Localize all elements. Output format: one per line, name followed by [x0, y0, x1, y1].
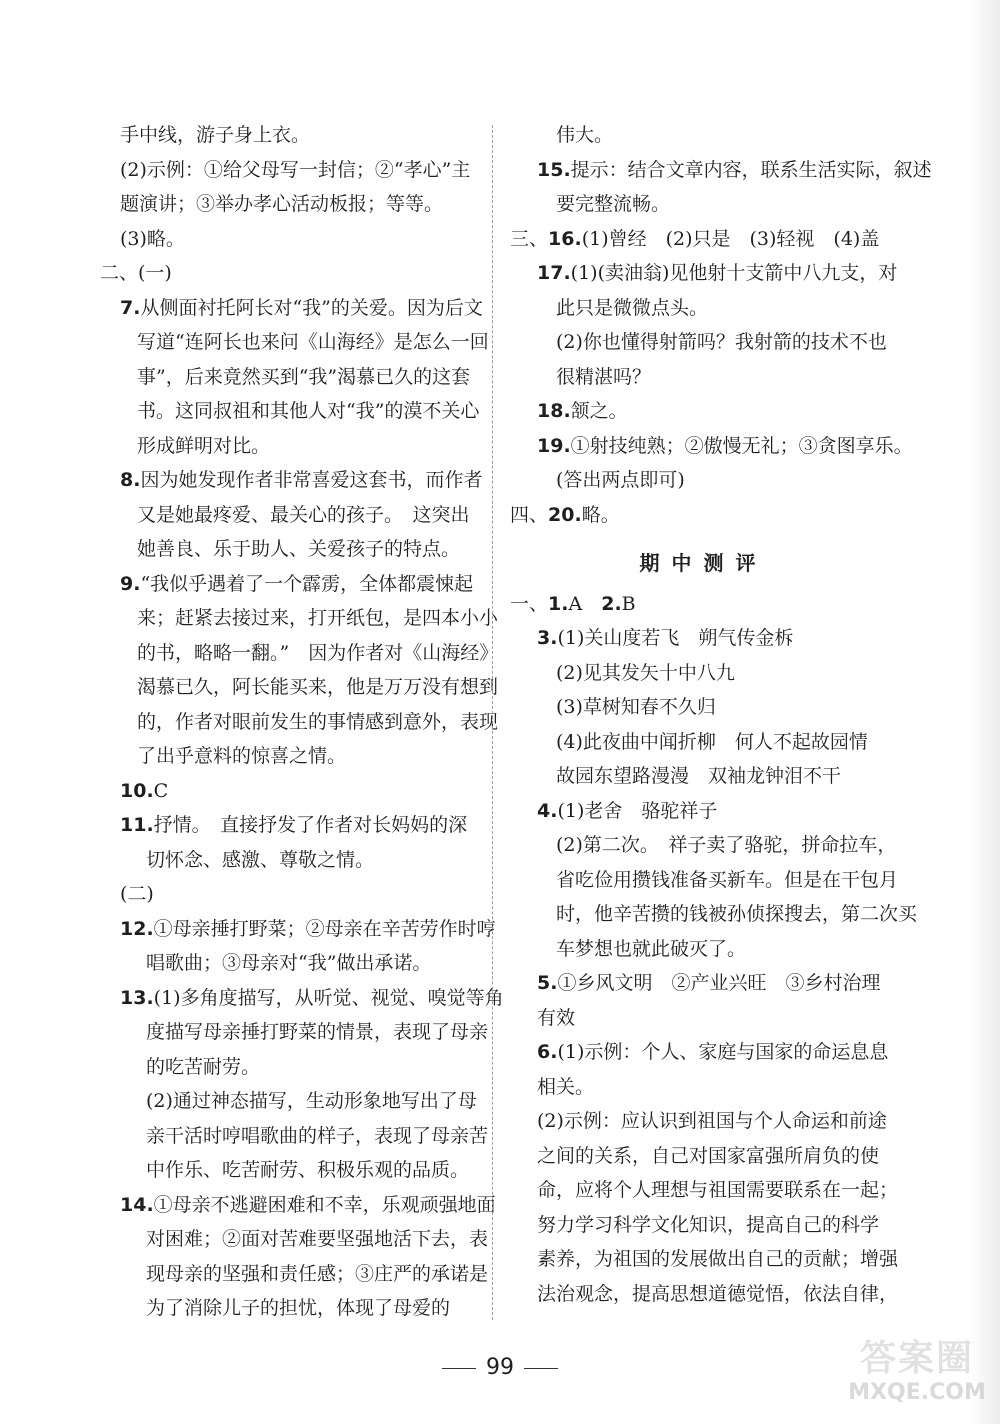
answer-line: 为了消除儿子的担忧，体现了母爱的 — [146, 1297, 451, 1319]
question-number: 4. — [537, 799, 558, 822]
question-number: 6. — [537, 1041, 558, 1063]
answer-line: 17.(1)(卖油翁)见他射十支箭中八九支，对 — [537, 262, 898, 284]
answer-line: 对困难；②面对苦难要坚强地活下去，表 — [146, 1228, 489, 1250]
answer-line: 7.从侧面衬托阿长对“我”的关爱。因为后文 — [120, 296, 483, 319]
answer-line: (2)示例：①给父母写一封信；②“孝心”主 — [120, 158, 471, 181]
answer-line: 6.(1)示例：个人、家庭与国家的命运息息 — [537, 1041, 889, 1063]
answer-line: 10.C — [120, 779, 169, 802]
section-heading: (二) — [120, 883, 154, 905]
answer-line: 相关。 — [537, 1075, 595, 1098]
answer-line: 书。这同叔祖和其他人对“我”的漠不关心 — [137, 400, 480, 422]
answer-line: 5.①乡风文明 ②产业兴旺 ③乡村治理 — [537, 972, 881, 994]
answer-line: 11.抒情。 直接抒发了作者对长妈妈的深 — [120, 814, 468, 836]
answer-line: 故园东望路漫漫 双袖龙钟泪不干 — [556, 765, 842, 787]
section-prefix: 一、 — [510, 592, 549, 615]
answer-line: 此只是微微点头。 — [556, 296, 709, 319]
answer-line: 4.(1)老舍 骆驼祥子 — [537, 799, 718, 822]
question-number: 11. — [120, 814, 154, 836]
footer-dash-left — [442, 1368, 476, 1369]
question-number: 20. — [548, 503, 582, 526]
page-edge-shadow — [970, 0, 1000, 1424]
answer-line: (2)见其发矢十中八九 — [556, 661, 735, 684]
answer-line: 13.(1)多角度描写，从听觉、视觉、嗅觉等角 — [120, 986, 504, 1009]
answer-line: 19.①射技纯熟；②傲慢无礼；③贪图享乐。 — [537, 434, 913, 457]
section-prefix: 三、 — [510, 227, 549, 250]
answer-line: 12.①母亲捶打野菜；②母亲在辛苦劳作时哼 — [120, 917, 496, 940]
answer-line: 一、1.A 2.B — [510, 592, 636, 615]
answer-line: 中作乐、吃苦耐劳、积极乐观的品质。 — [146, 1159, 470, 1181]
answer-line: 形成鲜明对比。 — [137, 434, 271, 457]
answer-line: 要完整流畅。 — [556, 193, 671, 215]
answer-line: 9.“我似乎遇着了一个霹雳，全体都震悚起 — [120, 572, 474, 595]
section-prefix: 四、 — [510, 503, 549, 526]
question-number: 15. — [537, 158, 571, 181]
answer-line: (2)第二次。 祥子卖了骆驼，拼命拉车， — [556, 834, 897, 856]
question-number: 10. — [120, 779, 154, 802]
answer-line: 有效 — [537, 1006, 576, 1029]
answer-line: (4)此夜曲中闻折柳 何人不起故园情 — [556, 730, 868, 753]
answer-line: 3.(1)关山度若飞 朔气传金柝 — [537, 627, 794, 649]
question-number: 5. — [537, 972, 558, 994]
answer-line: 14.①母亲不逃避困难和不幸，乐观顽强地面 — [120, 1193, 496, 1216]
answer-line: 三、16.(1)曾经 (2)只是 (3)轻视 (4)盖 — [510, 227, 880, 250]
answer-line: 的吃苦耐劳。 — [146, 1055, 261, 1078]
answer-line: 15.提示：结合文章内容，联系生活实际，叙述 — [537, 158, 932, 181]
question-number: 19. — [537, 434, 571, 457]
answer-line: 了出乎意料的惊喜之情。 — [137, 745, 347, 767]
answer-line: 伟大。 — [556, 124, 614, 146]
question-number: 3. — [537, 627, 558, 649]
answer-line: 又是她最疼爱、最关心的孩子。 这突出 — [137, 503, 470, 526]
answer-line: 度描写母亲捶打野菜的情景，表现了母亲 — [146, 1021, 489, 1043]
answer-line: (2)你也懂得射箭吗？我射箭的技术不也 — [556, 331, 887, 353]
answer-line: 车梦想也就此破灭了。 — [556, 937, 747, 960]
answer-line: 努力学习科学文化知识，提高自己的科学 — [537, 1213, 880, 1236]
answer-line: 8.因为她发现作者非常喜爱这套书，而作者 — [120, 469, 483, 491]
answer-line: 现母亲的坚强和责任感；③庄严的承诺是 — [146, 1262, 489, 1285]
question-number: 7. — [120, 296, 141, 319]
question-number: 13. — [120, 986, 154, 1009]
question-number: 12. — [120, 917, 154, 940]
answer-line: (2)示例：应认识到祖国与个人命运和前途 — [537, 1110, 887, 1132]
answer-line: 素养，为祖国的发展做出自己的贡献；增强 — [537, 1248, 899, 1270]
question-number: 16. — [548, 227, 582, 250]
answer-line: 命，应将个人理想与祖国需要联系在一起； — [537, 1179, 899, 1201]
answer-line: 四、20.略。 — [510, 503, 620, 526]
answer-line: 时，他辛苦攒的钱被孙侦探搜去，第二次买 — [556, 903, 918, 925]
answer-line: 省吃俭用攒钱准备买新车。但是在干包月 — [556, 868, 899, 891]
answer-line: 法治观念，提高思想道德觉悟，依法自律， — [537, 1282, 899, 1305]
right-column — [510, 118, 932, 1311]
question-number: 17. — [537, 262, 571, 284]
answer-line: 写道“连阿长也来问《山海经》是怎么一回 — [137, 331, 489, 353]
question-number: 1. — [548, 592, 569, 615]
watermark-title: 答案圈 — [859, 1338, 974, 1379]
answer-line: 切怀念、感激、尊敬之情。 — [146, 848, 375, 871]
answer-line: 很精湛吗？ — [556, 365, 652, 388]
answer-line: (3)略。 — [120, 227, 185, 250]
answer-line: 的，作者对眼前发生的事情感到意外，表现 — [137, 710, 499, 733]
question-number: 14. — [120, 1193, 154, 1216]
question-number: 8. — [120, 469, 141, 491]
answer-line: 的书，略略一翻。” 因为作者对《山海经》 — [137, 641, 499, 664]
question-number: 9. — [120, 572, 141, 595]
answer-line: (3)草树知春不久归 — [556, 696, 716, 718]
watermark-url: MXQE.COM — [848, 1380, 986, 1405]
watermark-logo — [842, 1338, 992, 1416]
section-title: 期中测评 — [639, 551, 768, 575]
answer-line: 之间的关系，自己对国家富强所肩负的使 — [537, 1144, 880, 1167]
answer-line: 唱歌曲；③母亲对“我”做出承诺。 — [146, 952, 432, 974]
answer-line: 来；赶紧去接过来，打开纸包，是四本小小 — [137, 607, 499, 629]
page-number: 99 — [486, 1355, 514, 1380]
footer-dash-right — [524, 1368, 558, 1369]
column-divider — [492, 125, 493, 1320]
answer-line: 18.颔之。 — [537, 400, 628, 422]
answer-line: 渴慕已久，阿长能买来，他是万万没有想到 — [137, 676, 499, 698]
answer-line: 亲干活时哼唱歌曲的样子，表现了母亲苦 — [146, 1124, 489, 1147]
section-heading: 二、(一) — [100, 262, 172, 284]
answer-line: 题演讲；③举办孝心活动板报；等等。 — [120, 193, 444, 215]
answer-line: 事”，后来竟然买到“我”渴慕已久的这套 — [137, 365, 471, 388]
left-column — [100, 118, 504, 1326]
question-number: 18. — [537, 400, 571, 422]
answer-line: (答出两点即可) — [556, 469, 685, 491]
question-number: 2. — [601, 592, 622, 615]
answer-line: 她善良、乐于助人、关爱孩子的特点。 — [137, 538, 461, 560]
answer-line: (2)通过神态描写，生动形象地写出了母 — [146, 1090, 477, 1112]
answer-line: 手中线，游子身上衣。 — [120, 124, 311, 146]
